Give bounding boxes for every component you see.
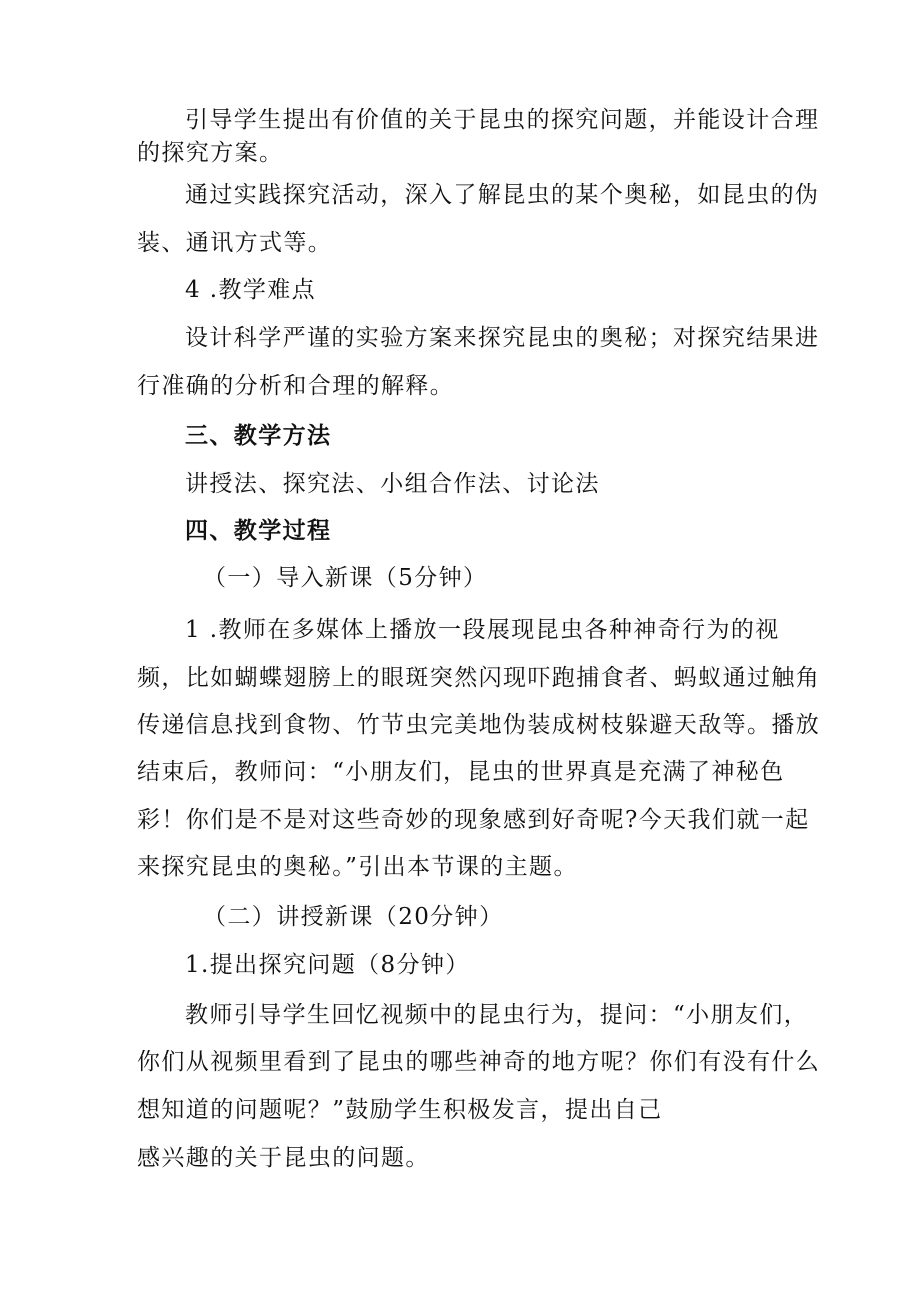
subheading-intro: （一）导入新课（5分钟） — [203, 565, 488, 591]
para-line-23: 感兴趣的关于昆虫的问题。 — [137, 1145, 430, 1171]
para-line-17: 来探究昆虫的奥秘。”引出本节课的主题。 — [137, 854, 578, 880]
para-line-20: 教师引导学生回忆视频中的昆虫行为，提问：“小朋友们， — [185, 1002, 809, 1028]
para-line-15: 结束后，教师问：“小朋友们，昆虫的世界真是充满了神秘色 — [137, 759, 785, 785]
subheading-new-lesson: （二）讲授新课（20分钟） — [203, 904, 504, 930]
para-line-2: 的探究方案。 — [137, 140, 284, 166]
section-heading-process: 四、教学过程 — [185, 517, 332, 544]
para-line-13: 频，比如蝴蝶翅膀上的眼斑突然闪现吓跑捕食者、蚂蚁通过触角 — [137, 665, 821, 691]
section-heading-methods: 三、教学方法 — [185, 422, 332, 449]
para-line-1: 引导学生提出有价值的关于昆虫的探究问题，并能设计合理 — [185, 107, 820, 133]
para-line-12: 1 .教师在多媒体上播放一段展现昆虫各种神奇行为的视 — [185, 617, 780, 643]
para-line-16: 彩！你们是不是对这些奇妙的现象感到好奇呢?今天我们就一起 — [137, 807, 810, 833]
para-line-3: 通过实践探究活动，深入了解昆虫的某个奥秘，如昆虫的伪 — [185, 182, 820, 208]
subheading-teaching-difficulty: 4 .教学难点 — [185, 277, 317, 303]
para-line-22: 想知道的问题呢？”鼓励学生积极发言，提出自己 — [137, 1097, 663, 1123]
para-line-9: 讲授法、探究法、小组合作法、讨论法 — [185, 471, 600, 497]
para-line-21: 你们从视频里看到了昆虫的哪些神奇的地方呢？你们有没有什么 — [137, 1049, 821, 1075]
para-line-4: 装、通讯方式等。 — [137, 230, 333, 256]
para-line-14: 传递信息找到食物、竹节虫完美地伪装成树枝躲避天敌等。播放 — [137, 712, 821, 738]
subheading-inquiry-question: 1.提出探究问题（8分钟） — [185, 952, 470, 978]
para-line-6: 设计科学严谨的实验方案来探究昆虫的奥秘；对探究结果进 — [185, 325, 820, 351]
para-line-7: 行准确的分析和合理的解释。 — [137, 373, 455, 399]
